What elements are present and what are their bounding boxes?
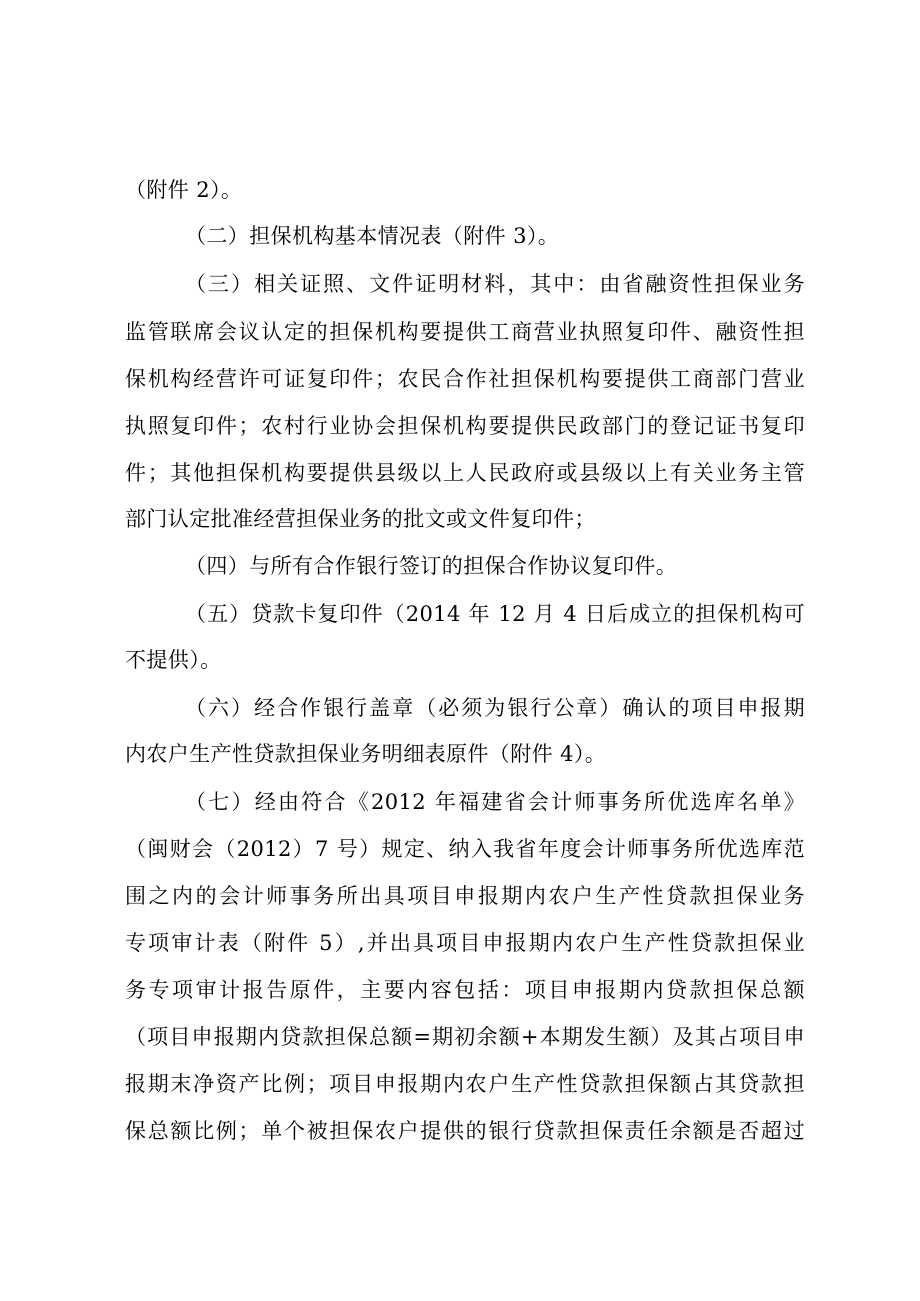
- text-line-item-7-cont-6: 报期末净资产比例；项目申报期内农户生产性贷款担保额占其贷款担: [125, 1072, 805, 1096]
- text-line-item-7-cont-3: 专项审计表（附件 5）,并出具项目申报期内农户生产性贷款担保业: [125, 931, 805, 955]
- text-line-item-5-cont: 不提供）。: [125, 648, 222, 672]
- text-line-item-2: （二）担保机构基本情况表（附件 3）。: [185, 224, 560, 248]
- text-line-item-3: （三）相关证照、文件证明材料，其中：由省融资性担保业务: [185, 272, 805, 296]
- text-line-item-7-cont-5: （项目申报期内贷款担保总额=期初余额+本期发生额）及其占项目申: [125, 1025, 805, 1049]
- text-line-item-5: （五）贷款卡复印件（2014 年 12 月 4 日后成立的担保机构可: [185, 602, 805, 626]
- text-line-attachment-2-close: （附件 2）。: [125, 178, 243, 202]
- text-line-item-7: （七）经由符合《2012 年福建省会计师事务所优选库名单》: [185, 790, 805, 814]
- text-line-item-7-cont-2: 围之内的会计师事务所出具项目申报期内农户生产性贷款担保业务: [125, 884, 805, 908]
- text-line-item-6-cont: 内农户生产性贷款担保业务明细表原件（附件 4）。: [125, 742, 607, 766]
- text-line-item-4: （四）与所有合作银行签订的担保合作协议复印件。: [185, 554, 678, 578]
- text-line-item-7-cont-1: （闽财会（2012）7 号）规定、纳入我省年度会计师事务所优选库范: [125, 837, 805, 861]
- text-line-item-3-cont-3: 执照复印件；农村行业协会担保机构要提供民政部门的登记证书复印: [125, 414, 805, 438]
- text-line-item-3-cont-4: 件；其他担保机构要提供县级以上人民政府或县级以上有关业务主管: [125, 461, 805, 485]
- text-line-item-7-cont-7: 保总额比例；单个被担保农户提供的银行贷款担保责任余额是否超过: [125, 1119, 805, 1143]
- text-line-item-6: （六）经合作银行盖章（必须为银行公章）确认的项目申报期: [185, 696, 805, 720]
- text-line-item-3-cont-2: 保机构经营许可证复印件；农民合作社担保机构要提供工商部门营业: [125, 367, 805, 391]
- text-line-item-7-cont-4: 务专项审计报告原件，主要内容包括：项目申报期内贷款担保总额: [125, 978, 805, 1002]
- text-line-item-3-cont-1: 监管联席会议认定的担保机构要提供工商营业执照复印件、融资性担: [125, 320, 805, 344]
- text-line-item-3-cont-5: 部门认定批准经营担保业务的批文或文件复印件；: [125, 507, 596, 531]
